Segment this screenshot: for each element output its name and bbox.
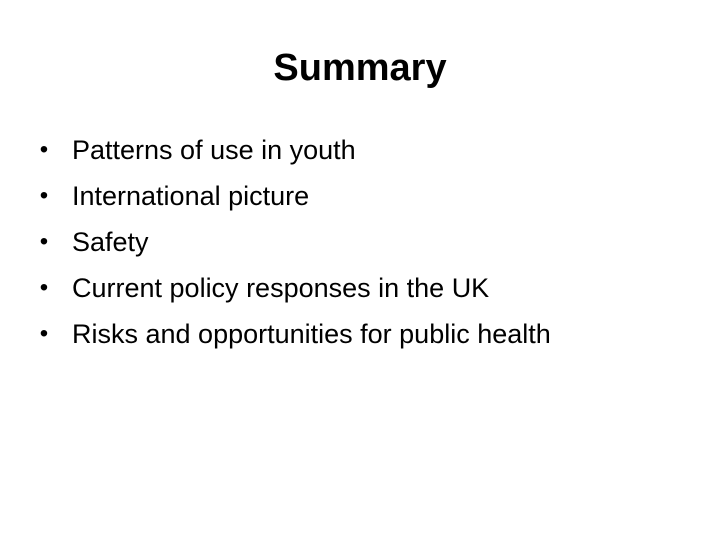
bullet-icon: • xyxy=(39,320,49,347)
bullet-icon: • xyxy=(39,182,49,209)
bullet-text: International picture xyxy=(72,181,310,211)
bullet-text: Safety xyxy=(72,227,149,257)
bullet-list xyxy=(36,131,696,361)
bullet-item xyxy=(36,269,696,315)
bullet-text: Current policy responses in the UK xyxy=(72,273,490,303)
bullet-item xyxy=(36,131,696,177)
bullet-text: Risks and opportunities for public health xyxy=(72,319,551,349)
bullet-text: Patterns of use in youth xyxy=(72,135,356,165)
bullet-icon: • xyxy=(39,274,49,301)
bullet-icon: • xyxy=(39,228,49,255)
slide-title: Summary xyxy=(273,47,447,89)
bullet-item xyxy=(36,177,696,223)
bullet-item xyxy=(36,223,696,269)
bullet-item xyxy=(36,315,696,361)
bullet-icon: • xyxy=(39,136,49,163)
